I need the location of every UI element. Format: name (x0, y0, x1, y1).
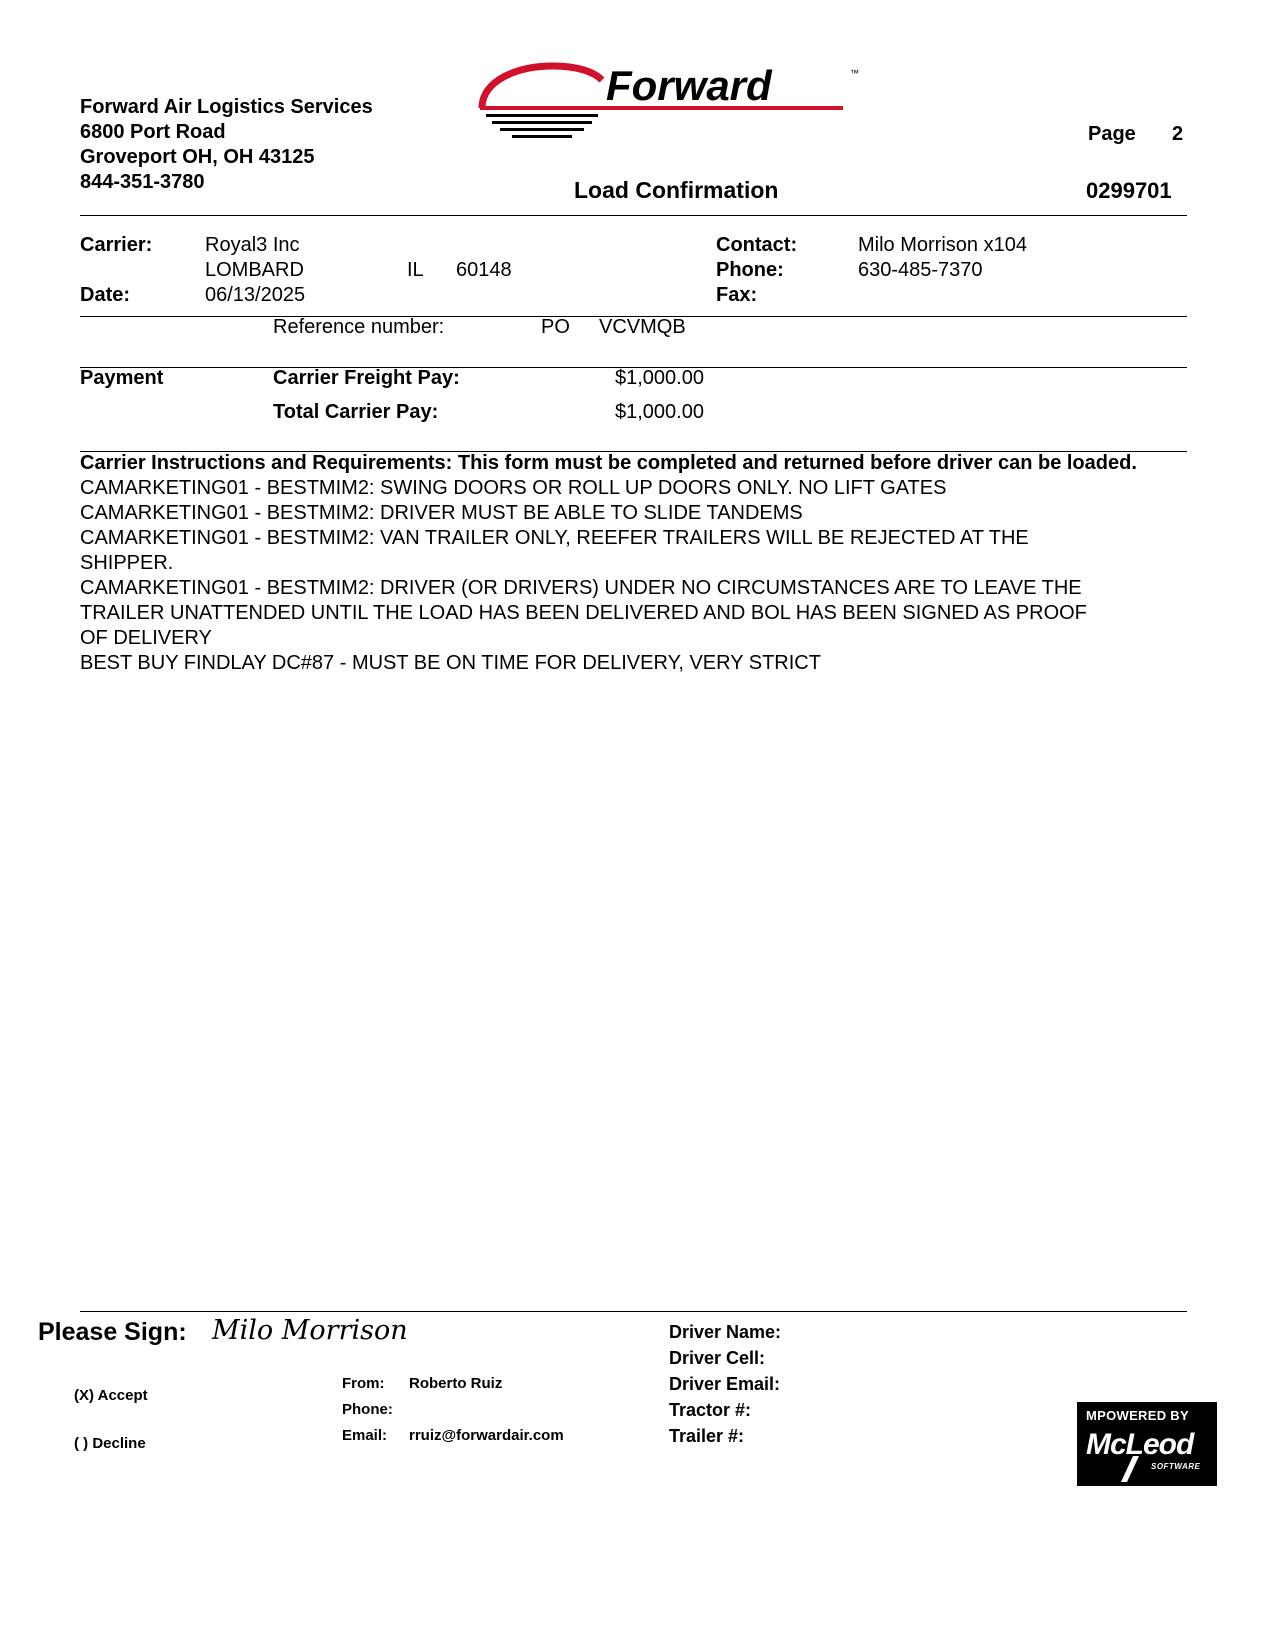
date-value: 06/13/2025 (205, 284, 306, 306)
badge-sub: SOFTWARE (1151, 1462, 1201, 1471)
phone-label: Phone: (716, 259, 784, 281)
driver-cell-label: Driver Cell: (669, 1348, 766, 1368)
instruction-line: CAMARKETING01 - BESTMIM2: DRIVER (OR DRIVERS) UNDER NO CIRCUMSTANCES ARE TO LEAVE THE (80, 577, 1082, 599)
badge-slash-icon (1121, 1456, 1141, 1482)
divider (80, 1311, 1187, 1312)
from-label: From: (342, 1375, 385, 1392)
page-number: 2 (1172, 123, 1184, 145)
driver-name-label: Driver Name: (669, 1322, 782, 1342)
instruction-line: CAMARKETING01 - BESTMIM2: DRIVER MUST BE ABLE TO SLIDE TANDEMS (80, 502, 803, 524)
reference-label: Reference number: (273, 316, 445, 338)
carrier-name: Royal3 Inc (205, 234, 300, 256)
forward-logo (478, 60, 868, 144)
instruction-line: CAMARKETING01 - BESTMIM2: SWING DOORS OR ROLL UP DOORS ONLY. NO LIFT GATES (80, 477, 947, 499)
instructions-heading: Carrier Instructions and Requirements: This form must be completed and returned before driver can be loaded. (80, 452, 1137, 474)
freight-value: $1,000.00 (615, 367, 704, 389)
carrier-state: IL (407, 259, 424, 281)
company-phone: 844-351-3780 (80, 171, 205, 193)
badge-top-text: MPOWERED BY (1086, 1408, 1189, 1423)
logo-text: Forward (606, 62, 772, 109)
contact-value: Milo Morrison x104 (858, 234, 1027, 256)
carrier-label: Carrier: (80, 234, 153, 256)
payment-label: Payment (80, 367, 164, 389)
tractor-label: Tractor #: (669, 1400, 752, 1420)
logo-tm: ™ (850, 68, 859, 78)
doc-number: 0299701 (1086, 178, 1172, 203)
page-label: Page (1088, 123, 1136, 145)
total-value: $1,000.00 (615, 401, 704, 423)
instruction-line: SHIPPER. (80, 552, 174, 574)
carrier-zip: 60148 (456, 259, 512, 281)
from-email-value[interactable]: rruiz@forwardair.com (409, 1427, 564, 1444)
total-label: Total Carrier Pay: (273, 401, 439, 423)
from-phone-label: Phone: (342, 1401, 393, 1418)
company-address2: Groveport OH, OH 43125 (80, 146, 315, 168)
reference-type: PO (541, 316, 570, 338)
forward-logo-icon (478, 60, 868, 144)
freight-label: Carrier Freight Pay: (273, 367, 460, 389)
driver-email-label: Driver Email: (669, 1374, 781, 1394)
decline-option[interactable]: ( ) Decline (74, 1435, 146, 1452)
divider (80, 215, 1187, 216)
instruction-line: TRAILER UNATTENDED UNTIL THE LOAD HAS BEEN DELIVERED AND BOL HAS BEEN SIGNED AS PROOF (80, 602, 1087, 624)
instruction-line: BEST BUY FINDLAY DC#87 - MUST BE ON TIME FOR DELIVERY, VERY STRICT (80, 652, 821, 674)
contact-label: Contact: (716, 234, 798, 256)
instruction-line: OF DELIVERY (80, 627, 212, 649)
badge-brand: McLeod (1086, 1428, 1194, 1461)
from-value: Roberto Ruiz (409, 1375, 503, 1392)
phone-value: 630-485-7370 (858, 259, 983, 281)
signature-name[interactable]: Milo Morrison (212, 1315, 408, 1346)
instruction-line: CAMARKETING01 - BESTMIM2: VAN TRAILER ONLY, REEFER TRAILERS WILL BE REJECTED AT THE (80, 527, 1029, 549)
please-sign-label: Please Sign: (38, 1318, 187, 1346)
doc-title: Load Confirmation (574, 177, 779, 203)
reference-value: VCVMQB (599, 316, 686, 338)
company-address1: 6800 Port Road (80, 121, 226, 143)
carrier-city: LOMBARD (205, 259, 304, 281)
trailer-label: Trailer #: (669, 1426, 745, 1446)
date-label: Date: (80, 284, 131, 306)
mcleod-badge (1077, 1402, 1217, 1486)
company-name: Forward Air Logistics Services (80, 96, 373, 118)
accept-option[interactable]: (X) Accept (74, 1387, 148, 1404)
fax-label: Fax: (716, 284, 758, 306)
from-email-label: Email: (342, 1427, 388, 1444)
